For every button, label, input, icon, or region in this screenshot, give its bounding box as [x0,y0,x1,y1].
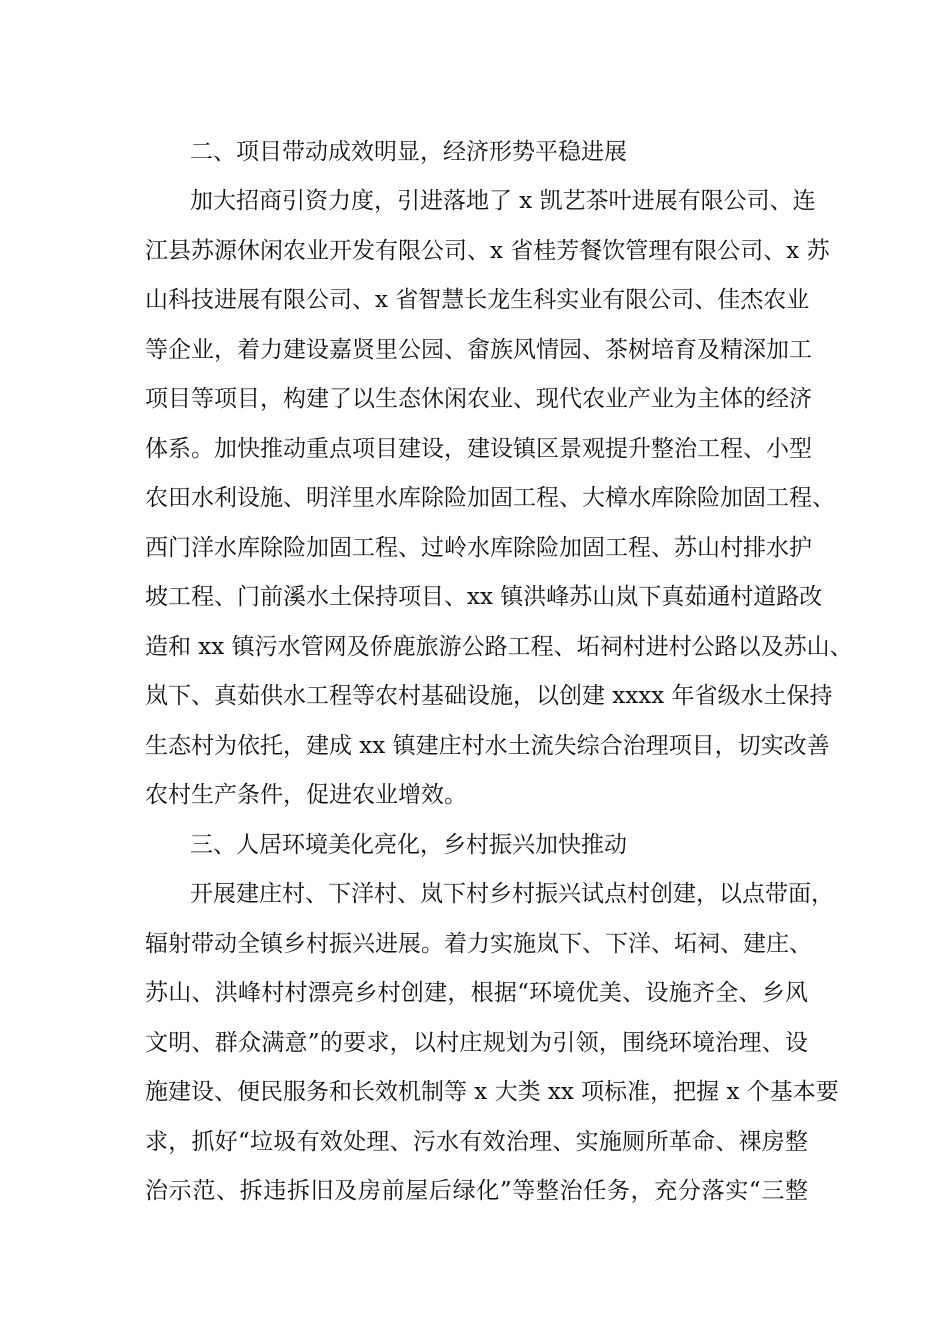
paragraph-line: 加大招商引资力度，引进落地了 x 凯艺茶叶进展有限公司、连 [190,188,816,214]
paragraph-line: 山科技进展有限公司、x 省智慧长龙生科实业有限公司、佳杰农业 [145,287,810,313]
paragraph-line: 项目等项目，构建了以生态休闲农业、现代农业产业为主体的经济 [145,386,812,412]
paragraph-line: 造和 xx 镇污水管网及侨鹿旅游公路工程、坧祠村进村公路以及苏山、 [145,634,853,660]
paragraph-line: 苏山、洪峰村村漂亮乡村创建，根据“环境优美、设施齐全、乡风 [145,980,808,1006]
paragraph-line: 农田水利设施、明洋里水库除险加固工程、大樟水库除险加固工程、 [145,485,835,511]
paragraph-line: 西门洋水库除险加固工程、过岭水库除险加固工程、苏山村排水护 [145,535,812,561]
paragraph-line: 江县苏源休闲农业开发有限公司、x 省桂芳餐饮管理有限公司、x 苏 [145,238,830,264]
paragraph-line: 岚下、真茹供水工程等农村基础设施，以创建 xxxx 年省级水土保持 [145,683,833,709]
paragraph-line: 坡工程、门前溪水土保持项目、xx 镇洪峰苏山岚下真茹通村道路改 [145,584,823,610]
paragraph-line: 等企业，着力建设嘉贤里公园、畲族风情园、茶树培育及精深加工 [145,337,812,363]
section-heading-3: 三、人居环境美化亮化，乡村振兴加快推动 [190,832,627,858]
section-heading-2: 二、项目带动成效明显，经济形势平稳进展 [190,139,627,165]
paragraph-line: 求，抓好“垃圾有效处理、污水有效治理、实施厕所革命、裸房整 [145,1129,808,1155]
paragraph-line: 辐射带动全镇乡村振兴进展。着力实施岚下、下洋、坧祠、建庄、 [145,931,812,957]
paragraph-line: 生态村为依托，建成 xx 镇建庄村水土流失综合治理项目，切实改善 [145,733,830,759]
paragraph-line: 农村生产条件，促进农业增效。 [145,782,467,808]
paragraph-line: 开展建庄村、下洋村、岚下村乡村振兴试点村创建，以点带面， [190,881,834,907]
paragraph-line: 施建设、便民服务和长效机制等 x 大类 xx 项标准，把握 x 个基本要 [145,1079,839,1105]
paragraph-line: 文明、群众满意”的要求，以村庄规划为引领，围绕环境治理、设 [145,1030,808,1056]
paragraph-line: 治示范、拆违拆旧及房前屋后绿化”等整治任务，充分落实“三整 [145,1178,808,1204]
paragraph-line: 体系。加快推动重点项目建设，建设镇区景观提升整治工程、小型 [145,436,812,462]
